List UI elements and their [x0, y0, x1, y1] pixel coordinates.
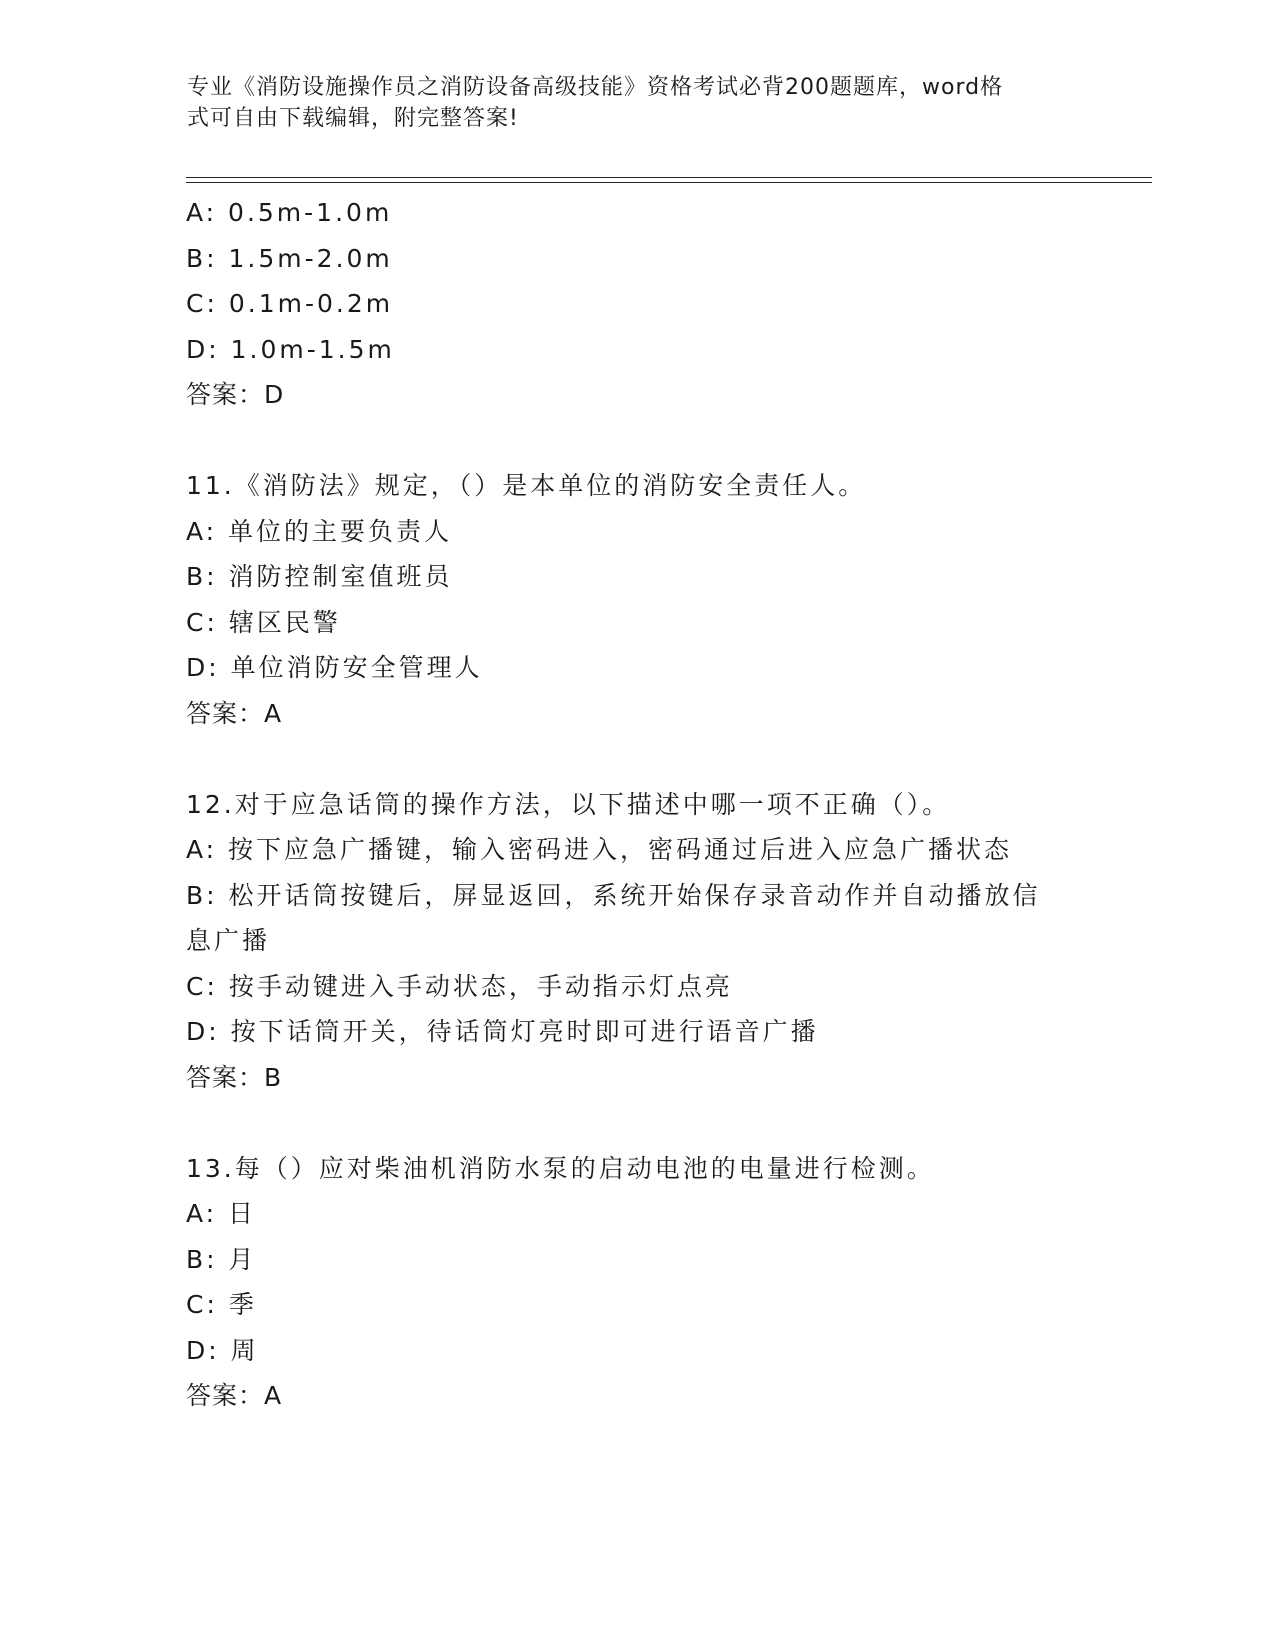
option-label: B: — [186, 562, 218, 591]
option-label: D: — [186, 334, 220, 364]
document-header — [187, 72, 1067, 134]
spacer — [186, 736, 1086, 782]
option-text: 1.0m-1.5m — [230, 334, 395, 364]
option-d — [186, 327, 1086, 373]
option-label: A: — [186, 1199, 218, 1228]
option-label: B: — [186, 880, 218, 910]
answer-line: 答案：A — [186, 698, 283, 728]
option-text: 消防控制室值班员 — [228, 562, 453, 591]
option-text: 单位的主要负责人 — [228, 516, 453, 546]
header-rule-bottom — [186, 182, 1152, 183]
option-label: D: — [186, 1335, 220, 1365]
option-text: 0.1m-0.2m — [228, 289, 394, 318]
option-a — [186, 827, 1086, 873]
option-b — [186, 873, 1046, 964]
option-text: 0.5m-1.0m — [228, 198, 393, 227]
option-text: 按下话筒开关，待话筒灯亮时即可进行语音广播 — [230, 1017, 819, 1046]
option-c — [186, 964, 1086, 1010]
option-c — [186, 600, 1086, 646]
option-d — [186, 1009, 1086, 1055]
answer-line: 答案：B — [186, 1062, 283, 1092]
option-text: 周 — [230, 1335, 259, 1365]
option-text: 松开话筒按键后，屏显返回，系统开始保存录音动作并自动播放信息广播 — [186, 880, 1041, 955]
option-b — [186, 236, 1086, 282]
option-a — [186, 1191, 1086, 1237]
question-12 — [186, 782, 1086, 1101]
question-11 — [186, 463, 1086, 736]
option-c — [186, 1282, 1086, 1328]
document-body — [186, 190, 1086, 1419]
spacer — [186, 1100, 1086, 1146]
option-label: A: — [186, 198, 218, 227]
option-text: 单位消防安全管理人 — [230, 653, 483, 682]
header-line-1: 专业《消防设施操作员之消防设备高级技能》资格考试必背200题题库，word格 — [187, 75, 1004, 100]
option-c — [186, 281, 1086, 327]
option-text: 1.5m-2.0m — [228, 243, 393, 273]
option-label: A: — [186, 516, 218, 546]
answer-line: 答案：A — [186, 1381, 283, 1410]
option-label: C: — [186, 607, 218, 637]
option-a — [186, 509, 1086, 555]
option-label: C: — [186, 1290, 218, 1319]
option-b — [186, 554, 1086, 600]
option-label: D: — [186, 1017, 220, 1046]
option-d — [186, 645, 1086, 691]
header-line-2: 式可自由下载编辑，附完整答案! — [187, 106, 519, 131]
option-label: C: — [186, 971, 218, 1001]
option-label: B: — [186, 1244, 218, 1274]
option-text: 按手动键进入手动状态，手动指示灯点亮 — [228, 971, 733, 1001]
option-text: 日 — [228, 1199, 257, 1228]
answer-line: 答案：D — [186, 380, 285, 409]
question-13 — [186, 1146, 1086, 1419]
question-stem: 13.每（）应对柴油机消防水泵的启动电池的电量进行检测。 — [186, 1153, 935, 1183]
option-label: C: — [186, 289, 218, 318]
option-d — [186, 1328, 1086, 1374]
option-text: 月 — [228, 1244, 257, 1274]
question-stem: 11.《消防法》规定，（）是本单位的消防安全责任人。 — [186, 471, 867, 500]
question-stem: 12.对于应急话筒的操作方法，以下描述中哪一项不正确（）。 — [186, 789, 951, 819]
option-text: 季 — [228, 1290, 257, 1319]
option-a — [186, 190, 1086, 236]
option-label: D: — [186, 653, 220, 682]
option-label: B: — [186, 243, 218, 273]
header-rule-top — [186, 177, 1152, 178]
spacer — [186, 418, 1086, 464]
option-text: 按下应急广播键，输入密码进入，密码通过后进入应急广播状态 — [228, 835, 1013, 864]
question-10-continued — [186, 190, 1086, 418]
option-text: 辖区民警 — [228, 607, 341, 637]
option-b — [186, 1237, 1086, 1283]
option-label: A: — [186, 835, 218, 864]
